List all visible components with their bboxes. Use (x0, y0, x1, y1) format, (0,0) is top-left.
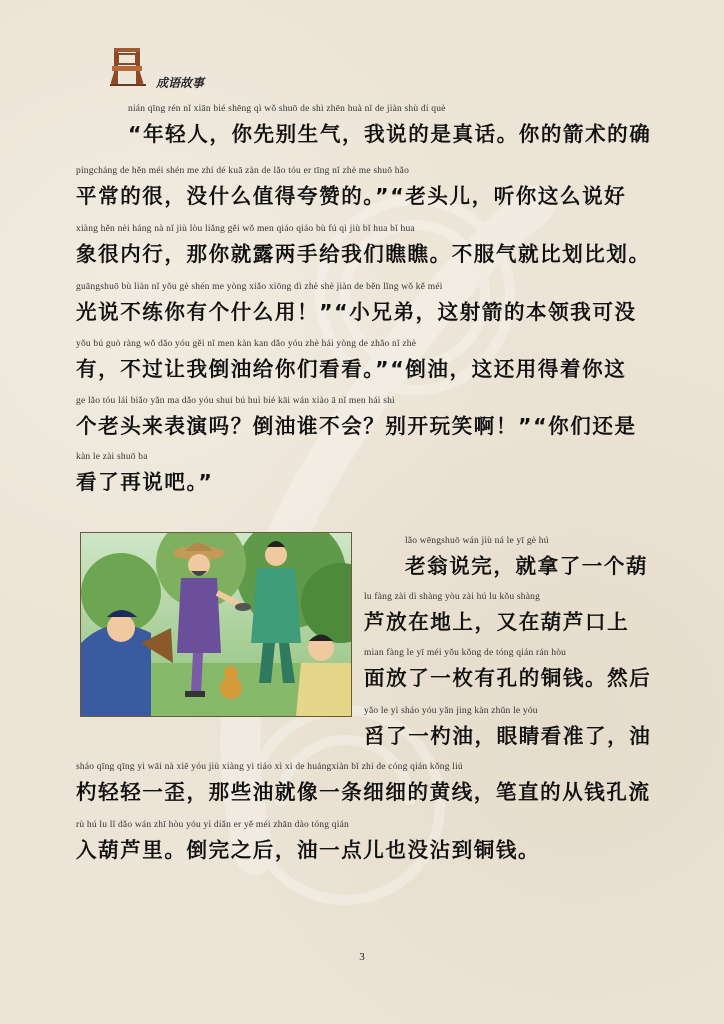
pinyin-annotation: guāngshuō bù liàn nǐ yǒu gè shén me yòng xiǎo xiōng dì zhè shè jiàn de běn lǐng wǒ kě méi (76, 282, 443, 292)
story-text: 舀了一杓油，眼睛看准了，油 (364, 724, 652, 748)
story-text: 个老头来表演吗？倒油谁不会？别开玩笑啊！”“你们还是 (76, 414, 637, 438)
pinyin-annotation: píngcháng de hěn méi shén me zhí dé kuā zàn de lǎo tóu er tīng nǐ zhè me shuō hǎo (76, 166, 410, 176)
pinyin-annotation: xiàng hěn nèi háng nà nǐ jiù lòu liǎng gěi wǒ men qiáo qiáo bù fú qì jiù bǐ hua bǐ hua (76, 224, 415, 234)
story-text: 象很内行，那你就露两手给我们瞧瞧。不服气就比划比划。 (76, 242, 651, 266)
pinyin-annotation: yǎo le yì sháo yóu yǎn jing kàn zhǔn le yóu (364, 706, 538, 716)
story-text: 芦放在地上，又在葫芦口上 (364, 610, 630, 634)
story-text: 面放了一枚有孔的铜钱。然后 (364, 666, 652, 690)
page-number: 3 (359, 951, 365, 963)
pinyin-annotation: nián qīng rén nǐ xiān bié shēng qì wǒ shuō de shì zhēn huà nǐ de jiàn shù dí què (128, 104, 446, 114)
story-text: 有，不过让我倒油给你们看看。”“倒油，这还用得着你这 (76, 357, 627, 381)
story-text: 入葫芦里。倒完之后，油一点儿也没沾到铜钱。 (76, 838, 541, 862)
pinyin-annotation: yǒu bú guò ràng wǒ dǎo yóu gěi nǐ men kàn kan dǎo yóu zhè hái yòng de zhǎo nǐ zhè (76, 339, 417, 349)
wooden-chair-icon (108, 44, 148, 88)
pinyin-annotation: kàn le zài shuō ba (76, 452, 148, 462)
story-illustration (80, 532, 352, 717)
story-text: 杓轻轻一歪，那些油就像一条细细的黄线，笔直的从钱孔流 (76, 780, 651, 804)
pinyin-annotation: rù hú lu lǐ dǎo wán zhī hòu yóu yì diǎn er yě méi zhān dào tóng qián (76, 820, 349, 830)
pinyin-annotation: ge lǎo tóu lái biǎo yǎn ma dǎo yóu shuí bú huì bié kāi wán xiào ā nǐ men hái shì (76, 396, 395, 406)
story-text: “年轻人，你先别生气，我说的是真话。你的箭术的确 (128, 122, 652, 146)
pinyin-annotation: mian fàng le yī méi yǒu kǒng de tóng qián rán hòu (364, 648, 567, 658)
story-text: 看了再说吧。” (76, 470, 214, 494)
pinyin-annotation: lu fàng zài dì shàng yòu zài hú lu kǒu shàng (364, 592, 541, 602)
story-text: 光说不练你有个什么用！”“小兄弟，这射箭的本领我可没 (76, 300, 637, 324)
story-text: 老翁说完，就拿了一个葫 (405, 554, 649, 578)
pinyin-annotation: lǎo wēngshuō wán jiù ná le yī gè hú (405, 536, 549, 546)
story-text: 平常的很，没什么值得夸赞的。”“老头儿，听你这么说好 (76, 184, 627, 208)
section-label: 成语故事 (156, 76, 205, 90)
pinyin-annotation: sháo qīng qīng yì wāi nà xiē yóu jiù xiàng yì tiáo xì xì de huángxiàn bǐ zhí de cóng qián kǒng liú (76, 762, 463, 772)
